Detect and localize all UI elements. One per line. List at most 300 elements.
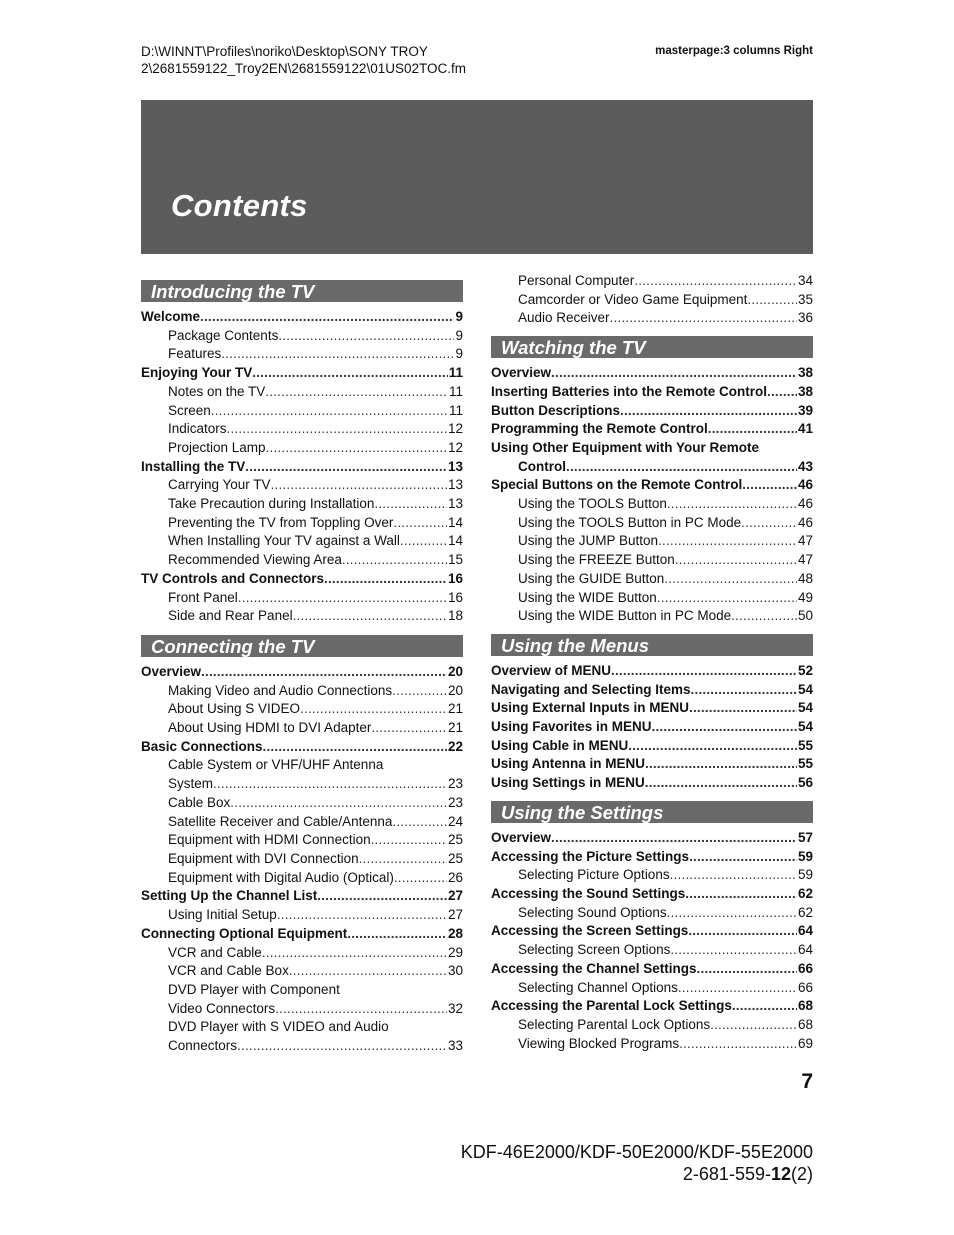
dot-leader: [317, 887, 447, 906]
toc-entry-title: When Installing Your TV against a Wall: [168, 533, 400, 549]
dot-leader: [238, 589, 447, 608]
toc-entry[interactable]: [491, 904, 813, 923]
toc-entry[interactable]: [141, 775, 463, 794]
toc-entry-page: 20: [447, 663, 463, 679]
toc-entry[interactable]: [141, 532, 463, 551]
toc-entry-title: Using the GUIDE Button: [518, 570, 665, 586]
toc-entry-title: Personal Computer: [518, 273, 635, 288]
toc-entry-page: 33: [447, 1038, 463, 1054]
toc-entry-title: Selecting Sound Options: [518, 904, 667, 920]
dot-leader: [620, 402, 797, 421]
toc-entry[interactable]: [491, 755, 813, 774]
toc-entry[interactable]: [141, 700, 463, 719]
toc-entry[interactable]: [491, 960, 813, 979]
toc-entry[interactable]: [141, 402, 463, 421]
toc-entry[interactable]: [491, 589, 813, 608]
toc-entry-page: 46: [797, 514, 813, 530]
dot-leader: [691, 681, 797, 700]
toc-entry-page: 20: [447, 682, 463, 698]
dot-leader: [245, 458, 447, 477]
section-header-settings: Using the Settings: [491, 801, 813, 823]
dot-leader: [685, 885, 797, 904]
toc-entry[interactable]: [141, 514, 463, 533]
toc-entry-title: Using Initial Setup: [168, 907, 277, 923]
dot-leader: [211, 402, 448, 421]
toc-entry-title: Accessing the Picture Settings: [491, 848, 690, 864]
dot-leader: [227, 420, 447, 439]
section-header-watching: Watching the TV: [491, 336, 813, 358]
toc-entry[interactable]: [491, 551, 813, 570]
toc-entry-title: Accessing the Channel Settings: [491, 960, 697, 976]
dot-leader: [374, 495, 447, 514]
toc-entry-title: Connecting Optional Equipment: [141, 925, 348, 941]
toc-entry[interactable]: [141, 887, 463, 906]
toc-entry-title: Indicators: [168, 421, 227, 437]
toc-entry-title: VCR and Cable: [168, 944, 262, 960]
toc-entry-page: 48: [797, 570, 813, 586]
dot-leader: [300, 700, 447, 719]
toc-entry-title: Installing the TV: [141, 458, 246, 474]
toc-entry-title: Using the TOOLS Button: [518, 496, 667, 512]
toc-entry-page: 68: [797, 1016, 813, 1032]
toc-entry-page: 23: [447, 794, 463, 810]
dot-leader: [324, 570, 447, 589]
toc-entry[interactable]: [491, 514, 813, 533]
toc-entry[interactable]: [491, 662, 813, 681]
dot-leader: [277, 906, 447, 925]
toc-entry-page: 56: [797, 775, 813, 791]
toc-entry-title: TV Controls and Connectors: [141, 570, 325, 586]
toc-entry-page: 14: [447, 533, 463, 549]
toc-entry-title: Using External Inputs in MENU: [491, 700, 690, 716]
dot-leader: [271, 476, 447, 495]
toc-entry-page: 64: [797, 923, 813, 939]
toc-entry-title: Selecting Picture Options: [518, 867, 670, 883]
toc-entry-title: Special Buttons on the Remote Control: [491, 477, 743, 493]
toc-entry-title: Features: [168, 346, 222, 362]
toc-entry[interactable]: [141, 663, 463, 682]
toc-entry[interactable]: [491, 309, 813, 328]
dot-leader: [263, 738, 447, 757]
dot-leader: [252, 364, 447, 383]
dot-leader: [566, 458, 797, 477]
toc-entry[interactable]: [491, 364, 813, 383]
dot-leader: [678, 979, 797, 998]
toc-entry-title: Button Descriptions: [491, 402, 621, 418]
dot-leader: [371, 719, 447, 738]
toc-entry-page: 68: [797, 998, 813, 1014]
dot-leader: [670, 866, 797, 885]
toc-entry[interactable]: [141, 869, 463, 888]
toc-entry[interactable]: [141, 831, 463, 850]
toc-entry-page: 52: [797, 662, 813, 678]
toc-entry-title: Basic Connections: [141, 738, 263, 754]
toc-entry[interactable]: [141, 495, 463, 514]
dot-leader: [645, 755, 797, 774]
toc-entry[interactable]: [491, 495, 813, 514]
toc-entry-page: 25: [447, 832, 463, 848]
toc-entry[interactable]: [491, 476, 813, 495]
dot-leader: [667, 904, 797, 923]
section-header-introducing: Introducing the TV: [141, 280, 463, 302]
toc-entry-title: Audio Receiver: [518, 310, 610, 326]
toc-entry[interactable]: [141, 589, 463, 608]
dot-leader: [645, 774, 797, 793]
dot-leader: [266, 439, 447, 458]
toc-entry[interactable]: [141, 850, 463, 869]
toc-entry-page: 55: [797, 756, 813, 772]
toc-entry-page: 62: [797, 904, 813, 920]
toc-entry[interactable]: [491, 383, 813, 402]
toc-entry-page: 24: [447, 813, 463, 829]
toc-entry-title: Viewing Blocked Programs: [518, 1035, 680, 1051]
toc-entry-page: 12: [447, 439, 463, 455]
toc-entry-title: Programming the Remote Control: [491, 421, 708, 437]
toc-entry[interactable]: [141, 944, 463, 963]
dot-leader: [213, 775, 447, 794]
toc-entry-title: Accessing the Sound Settings: [491, 885, 686, 901]
toc-entry[interactable]: [491, 607, 813, 626]
dot-leader: [689, 699, 797, 718]
toc-entry-title: Using Antenna in MENU: [491, 756, 645, 772]
toc-entry-page: 14: [447, 514, 463, 530]
toc-entry[interactable]: [141, 1037, 463, 1056]
dot-leader: [657, 589, 797, 608]
toc-entry-page: 9: [455, 346, 463, 362]
dot-leader: [688, 922, 797, 941]
dot-leader: [201, 663, 447, 682]
toc-entry-page: 13: [447, 477, 463, 493]
toc-entry-page: 54: [797, 681, 813, 697]
toc-entry-page: 54: [797, 700, 813, 716]
document-code-prefix: 2-681-559-: [682, 1164, 771, 1184]
toc-entry-title: Package Contents: [168, 327, 279, 343]
dot-leader: [697, 960, 797, 979]
file-path-line-1: D:\WINNT\Profiles\noriko\Desktop\SONY TROY: [141, 44, 428, 59]
toc-entry[interactable]: [491, 420, 813, 439]
toc-entry-page: 57: [797, 829, 813, 845]
toc-entry[interactable]: [141, 794, 463, 813]
toc-entry[interactable]: [491, 774, 813, 793]
dot-leader: [667, 495, 797, 514]
dot-leader: [394, 869, 447, 888]
dot-leader: [767, 383, 797, 402]
toc-entry-page: 46: [797, 496, 813, 512]
toc-entry-title: Accessing the Screen Settings: [491, 923, 689, 939]
toc-entry-page: 11: [448, 402, 463, 418]
toc-entry-title: Recommended Viewing Area: [168, 552, 342, 568]
toc-entry[interactable]: [141, 439, 463, 458]
page-title: Contents: [171, 188, 308, 223]
toc-entry-title: Overview: [491, 829, 552, 845]
dot-leader: [342, 551, 447, 570]
dot-leader: [747, 291, 797, 310]
toc-entry-page: 18: [447, 608, 463, 624]
dot-leader: [200, 308, 454, 327]
toc-entry-title: Using the FREEZE Button: [518, 552, 675, 568]
toc-entry[interactable]: [491, 997, 813, 1016]
toc-entry-title: Overview of MENU: [491, 662, 612, 678]
dot-leader: [710, 1016, 797, 1035]
dot-leader: [628, 737, 797, 756]
dot-leader: [265, 383, 448, 402]
file-path-line-2: 2\2681559122_Troy2EN\2681559122\01US02TOC.fm: [141, 61, 466, 76]
toc-entry-title: Projection Lamp: [168, 439, 266, 455]
toc-entry-title: Welcome: [141, 309, 201, 324]
dot-leader: [392, 813, 447, 832]
toc-entry-title: Using Settings in MENU: [491, 775, 645, 791]
dot-leader: [275, 1000, 447, 1019]
dot-leader: [611, 662, 797, 681]
toc-entry[interactable]: [141, 458, 463, 477]
masterpage-label: masterpage:3 columns Right: [655, 45, 813, 57]
toc-entry-page: 32: [447, 1000, 463, 1016]
toc-entry[interactable]: [141, 682, 463, 701]
toc-entry-title: Selecting Screen Options: [518, 942, 671, 958]
contents-banner: [141, 100, 813, 254]
toc-entry-title: About Using S VIDEO: [168, 701, 301, 717]
toc-entry-page: 41: [797, 421, 813, 437]
toc-entry-page: 55: [797, 737, 813, 753]
toc-entry-page: 13: [447, 496, 463, 512]
model-numbers: KDF-46E2000/KDF-50E2000/KDF-55E2000: [460, 1142, 813, 1162]
toc-entry[interactable]: [491, 1016, 813, 1035]
toc-entry-page: 39: [797, 402, 813, 418]
dot-leader: [741, 514, 797, 533]
toc-entry-page: 28: [447, 925, 463, 941]
toc-entry-title: Take Precaution during Installation: [168, 496, 375, 512]
toc-entry-title: Control: [518, 458, 566, 474]
toc-entry-title: Equipment with DVI Connection: [168, 850, 359, 866]
page-number: 7: [801, 1070, 813, 1093]
toc-entry-title: Camcorder or Video Game Equipment: [518, 291, 748, 307]
dot-leader: [400, 532, 447, 551]
toc-entry-page: 9: [455, 309, 463, 324]
document-code-suffix: (2): [791, 1164, 813, 1184]
toc-entry-page: 50: [797, 608, 813, 624]
toc-entry[interactable]: [141, 364, 463, 383]
dot-leader: [359, 850, 447, 869]
toc-entry[interactable]: [141, 719, 463, 738]
toc-entry-title: Overview: [141, 663, 202, 679]
toc-entry[interactable]: [491, 885, 813, 904]
toc-entry[interactable]: [141, 962, 463, 981]
toc-entry-page: 21: [447, 720, 463, 736]
toc-entry-page: 69: [797, 1035, 813, 1051]
toc-entry-title: Equipment with Digital Audio (Optical): [168, 869, 394, 885]
dot-leader: [670, 941, 797, 960]
toc-entry[interactable]: [141, 570, 463, 589]
toc-entry[interactable]: [491, 699, 813, 718]
toc-entry[interactable]: [491, 829, 813, 848]
toc-entry-page: 59: [797, 848, 813, 864]
footer: [461, 1141, 813, 1185]
dot-leader: [652, 718, 797, 737]
dot-leader: [708, 420, 797, 439]
toc-entry-title: Using the WIDE Button: [518, 589, 657, 605]
dot-leader: [278, 327, 454, 346]
toc-entry-title: Connectors: [168, 1038, 238, 1054]
toc-entry[interactable]: [491, 402, 813, 421]
toc-entry-page: 35: [797, 291, 813, 307]
dot-leader: [610, 309, 797, 328]
dot-leader: [664, 570, 797, 589]
dot-leader: [392, 682, 447, 701]
toc-entry-title: Satellite Receiver and Cable/Antenna: [168, 813, 393, 829]
toc-entry-title: Notes on the TV: [168, 383, 266, 399]
toc-entry-page: 27: [447, 888, 463, 904]
toc-entry-page: 64: [797, 942, 813, 958]
toc-entry[interactable]: [141, 420, 463, 439]
toc-entry-page: 26: [447, 869, 463, 885]
toc-entry[interactable]: [491, 979, 813, 998]
toc-entry-page: 27: [447, 907, 463, 923]
dot-leader: [289, 962, 447, 981]
toc-entry-title: Making Video and Audio Connections: [168, 682, 393, 698]
dot-leader: [658, 532, 797, 551]
toc-entry-title: Overview: [491, 365, 552, 381]
toc-entry-page: 16: [447, 570, 463, 586]
toc-entry-title: Inserting Batteries into the Remote Control: [491, 383, 768, 399]
dot-leader: [237, 1037, 447, 1056]
toc-entry-title: Front Panel: [168, 589, 238, 605]
document-code: [461, 1163, 813, 1185]
toc-entry-title: Selecting Channel Options: [518, 979, 678, 995]
dot-leader: [371, 831, 447, 850]
toc-entry-page: 54: [797, 719, 813, 735]
document-code-bold: 12: [770, 1164, 791, 1184]
dot-leader: [689, 848, 797, 867]
dot-leader: [551, 364, 797, 383]
toc-entry-title: Selecting Parental Lock Options: [518, 1016, 711, 1032]
section-header-connecting: Connecting the TV: [141, 635, 463, 657]
file-path: [141, 43, 466, 77]
toc-entry-wrapped[interactable]: Using Other Equipment with Your Remote: [491, 439, 760, 455]
toc-entry-page: 46: [797, 477, 813, 493]
toc-entry-title: Accessing the Parental Lock Settings: [491, 998, 732, 1014]
toc-entry-title: Cable Box: [168, 794, 231, 810]
toc-entry-page: 47: [797, 533, 813, 549]
toc-entry[interactable]: [141, 607, 463, 626]
toc-entry-page: 29: [447, 944, 463, 960]
toc-entry-title: Using the JUMP Button: [518, 533, 659, 549]
toc-entry[interactable]: [141, 345, 463, 364]
toc-entry-title: Using the WIDE Button in PC Mode: [518, 608, 732, 624]
toc-entry-page: 30: [447, 963, 463, 979]
toc-entry-title: Preventing the TV from Toppling Over: [168, 514, 394, 530]
toc-entry-title: VCR and Cable Box: [168, 963, 289, 979]
toc-entry-page: 38: [797, 365, 813, 381]
toc-entry[interactable]: [141, 925, 463, 944]
toc-entry[interactable]: [491, 848, 813, 867]
toc-entry-page: 16: [447, 589, 463, 605]
toc-entry[interactable]: [141, 906, 463, 925]
toc-entry-page: 43: [797, 458, 813, 474]
toc-entry-page: 15: [447, 552, 463, 568]
dot-leader: [732, 997, 797, 1016]
toc-entry[interactable]: [141, 813, 463, 832]
toc-entry-wrapped[interactable]: DVD Player with S VIDEO and Audio: [168, 1019, 389, 1035]
toc-entry-page: 22: [447, 738, 463, 754]
toc-entry-page: 66: [797, 960, 813, 976]
toc-entry[interactable]: [491, 718, 813, 737]
toc-entry-page: 23: [447, 776, 463, 792]
toc-entry[interactable]: [491, 272, 813, 291]
toc-entry-title: System: [168, 776, 214, 792]
dot-leader: [262, 944, 447, 963]
toc-entry-title: Video Connectors: [168, 1000, 276, 1016]
toc-entry-page: 34: [797, 273, 813, 288]
toc-entry-wrapped[interactable]: DVD Player with Component: [168, 981, 340, 997]
toc-entry-page: 36: [797, 310, 813, 326]
dot-leader: [679, 1035, 797, 1054]
toc-entry-title: Side and Rear Panel: [168, 608, 293, 624]
toc-entry[interactable]: [141, 476, 463, 495]
toc-entry-title: Using Cable in MENU: [491, 737, 629, 753]
toc-entry-page: 62: [797, 885, 813, 901]
toc-entry-page: 49: [797, 589, 813, 605]
toc-entry-page: 59: [797, 867, 813, 883]
toc-entry[interactable]: [141, 738, 463, 757]
toc-entry-title: Setting Up the Channel List: [141, 888, 318, 904]
toc-entry[interactable]: [491, 681, 813, 700]
toc-entry-page: 13: [447, 458, 463, 474]
toc-entry[interactable]: [491, 532, 813, 551]
toc-entry[interactable]: [141, 1000, 463, 1019]
dot-leader: [731, 607, 797, 626]
toc-column-right: [491, 272, 813, 1053]
dot-leader: [551, 829, 797, 848]
toc-entry[interactable]: [491, 1035, 813, 1054]
toc-entry-title: Enjoying Your TV: [141, 365, 253, 381]
toc-entry-wrapped[interactable]: Cable System or VHF/UHF Antenna: [168, 757, 384, 773]
toc-entry-title: Using Favorites in MENU: [491, 719, 652, 735]
dot-leader: [230, 794, 447, 813]
toc-entry[interactable]: [491, 458, 813, 477]
toc-entry-title: Using the TOOLS Button in PC Mode: [518, 514, 742, 530]
toc-entry[interactable]: [141, 383, 463, 402]
toc-entry[interactable]: [491, 941, 813, 960]
toc-entry-title: Equipment with HDMI Connection: [168, 832, 371, 848]
dot-leader: [293, 607, 447, 626]
toc-entry-page: 66: [797, 979, 813, 995]
toc-entry-page: 25: [447, 850, 463, 866]
toc-entry[interactable]: [491, 570, 813, 589]
toc-entry-page: 11: [448, 365, 463, 381]
toc-entry-title: Carrying Your TV: [168, 477, 271, 493]
toc-entry[interactable]: [491, 866, 813, 885]
toc-entry[interactable]: [491, 291, 813, 310]
toc-entry-title: Navigating and Selecting Items: [491, 681, 691, 697]
dot-leader: [634, 272, 797, 291]
toc-entry-page: 12: [447, 421, 463, 437]
toc-entry[interactable]: [141, 327, 463, 346]
dot-leader: [221, 345, 454, 364]
dot-leader: [393, 514, 447, 533]
toc-entry[interactable]: [491, 922, 813, 941]
toc-entry-page: 11: [448, 383, 463, 399]
toc-entry[interactable]: [141, 551, 463, 570]
toc-entry[interactable]: [491, 737, 813, 756]
toc-column-left: [141, 280, 463, 1056]
toc-entry[interactable]: [141, 308, 463, 327]
toc-entry-page: 38: [797, 383, 813, 399]
toc-entry-page: 47: [797, 552, 813, 568]
toc-entry-page: 21: [447, 701, 463, 717]
section-header-menus: Using the Menus: [491, 634, 813, 656]
toc-entry-title: Screen: [168, 402, 211, 418]
dot-leader: [347, 925, 447, 944]
